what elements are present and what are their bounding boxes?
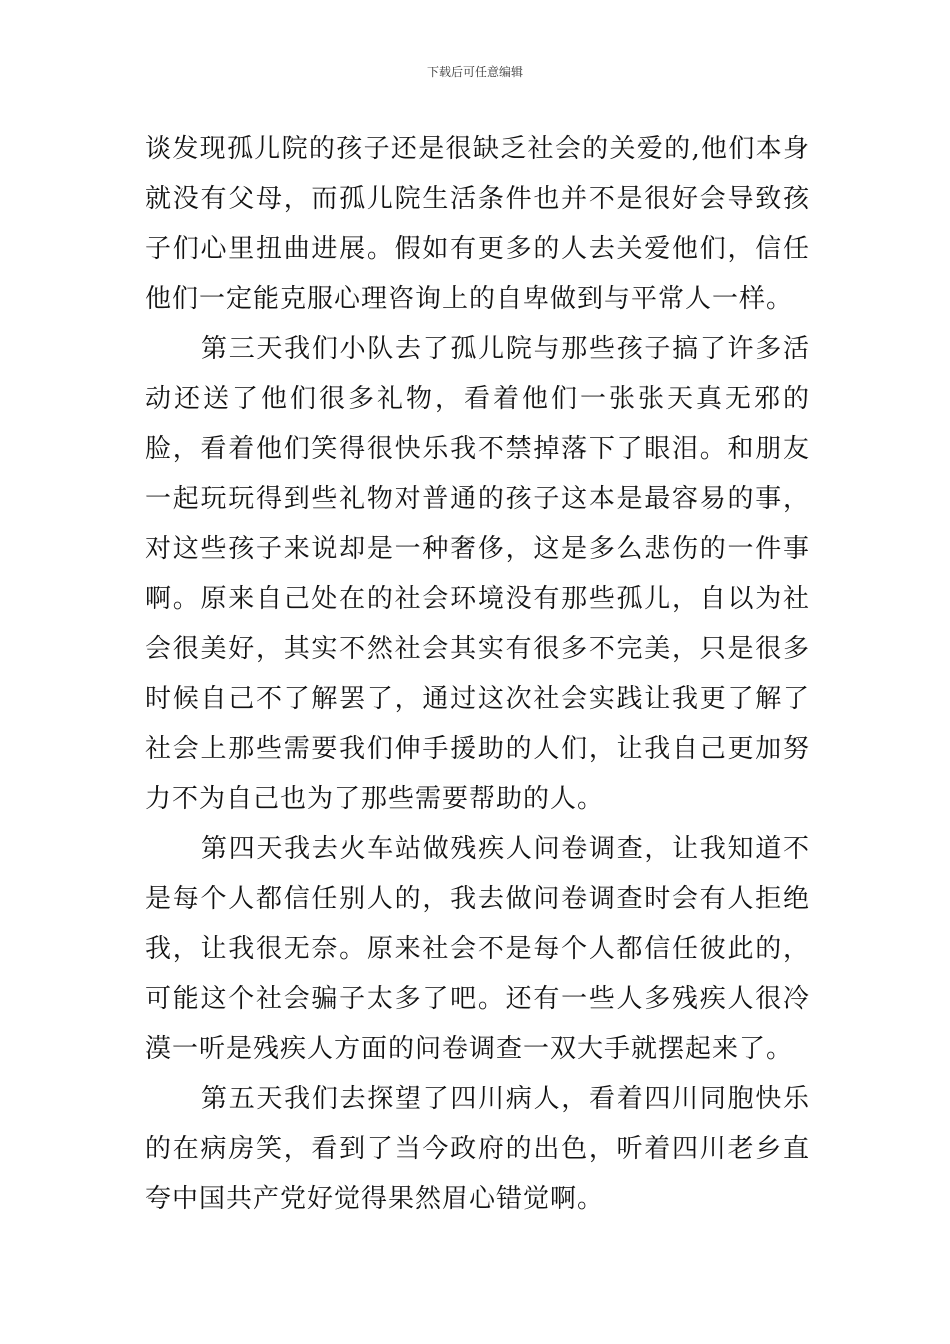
paragraph-day-three: 第三天我们小队去了孤儿院与那些孩子搞了许多活动还送了他们很多礼物，看着他们一张张天真无邪的脸，看着他们笑得很快乐我不禁掉落下了眼泪。和朋友一起玩玩得到些礼物对普通的孩子这本是最容易的事，对这些孩子来说却是一种奢侈，这是多么悲伤的一件事啊。原来自己处在的社会环境没有那些孤儿，自以为社会很美好，其实不然社会其实有很多不完美，只是很多时候自己不了解罢了，通过这次社会实践让我更了解了社会上那些需要我们伸手援助的人们，让我自己更加努力不为自己也为了那些需要帮助的人。 (145, 334, 810, 814)
paragraph-day-four: 第四天我去火车站做残疾人问卷调查，让我知道不是每个人都信任别人的，我去做问卷调查时会有人拒绝我，让我很无奈。原来社会不是每个人都信任彼此的，可能这个社会骗子太多了吧。还有一些人多残疾人很冷漠一听是残疾人方面的问卷调查一双大手就摆起来了。 (145, 834, 810, 1064)
paragraph-day-five: 第五天我们去探望了四川病人，看着四川同胞快乐的在病房笑，看到了当今政府的出色，听着四川老乡直夸中国共产党好觉得果然眉心错觉啊。 (145, 1084, 810, 1214)
document-body (145, 124, 810, 1224)
paragraph-continued: 谈发现孤儿院的孩子还是很缺乏社会的关爱的,他们本身就没有父母，而孤儿院生活条件也并不是很好会导致孩子们心里扭曲进展。假如有更多的人去关爱他们，信任他们一定能克服心理咨询上的自卑做到与平常人一样。 (145, 134, 810, 314)
page-header: 下载后可任意编辑 (426, 65, 523, 79)
